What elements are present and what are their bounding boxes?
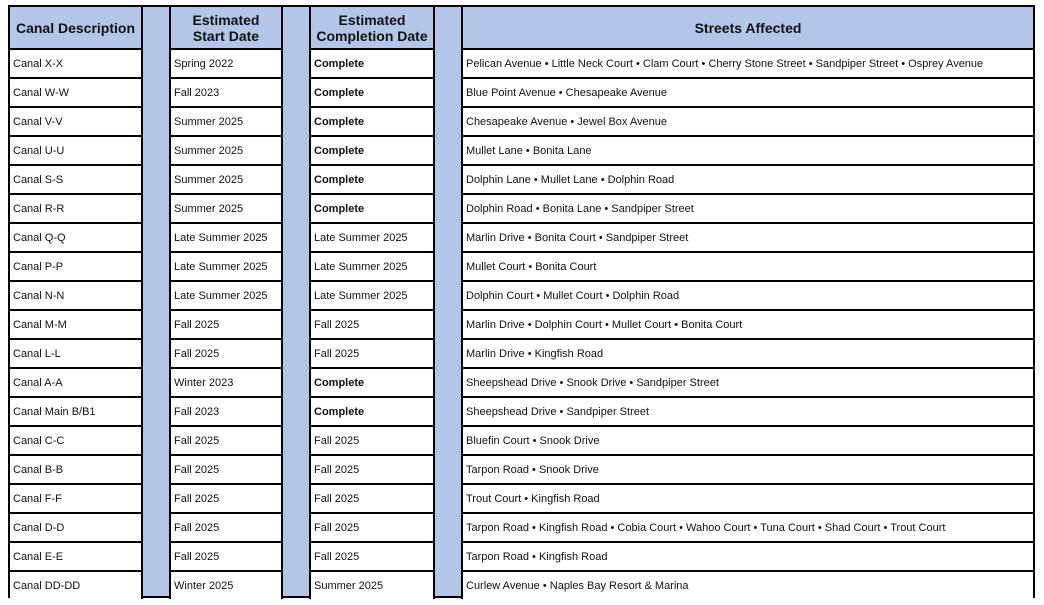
completion-date-cell: Complete [309,367,435,396]
table-row [10,222,1033,251]
start-date-cell: Winter 2023 [169,367,283,396]
table-row [10,106,1033,135]
table-row [10,338,1033,367]
start-date-cell: Fall 2025 [169,425,283,454]
table-row [10,425,1033,454]
completion-date-cell: Fall 2025 [309,454,435,483]
canal-description-cell: Canal N-N [10,280,143,309]
streets-affected-cell: Marlin Drive • Kingfish Road [461,338,1033,367]
start-date-cell: Fall 2025 [169,541,283,570]
canal-description-cell: Canal R-R [10,193,143,222]
completion-date-cell: Fall 2025 [309,483,435,512]
completion-date-cell: Fall 2025 [309,309,435,338]
streets-affected-cell: Mullet Lane • Bonita Lane [461,135,1033,164]
streets-affected-cell: Pelican Avenue • Little Neck Court • Clam Court • Cherry Stone Street • Sandpiper Street • Osprey Avenue [461,48,1033,77]
start-date-cell: Fall 2023 [169,396,283,425]
table-row [10,454,1033,483]
canal-description-cell: Canal V-V [10,106,143,135]
streets-affected-cell: Tarpon Road • Snook Drive [461,454,1033,483]
start-date-cell: Late Summer 2025 [169,280,283,309]
canal-description-cell: Canal S-S [10,164,143,193]
start-date-cell: Fall 2025 [169,512,283,541]
table-row [10,396,1033,425]
streets-affected-cell: Tarpon Road • Kingfish Road [461,541,1033,570]
table-row [10,77,1033,106]
table-row [10,251,1033,280]
start-date-cell: Spring 2022 [169,48,283,77]
streets-affected-cell: Bluefin Court • Snook Drive [461,425,1033,454]
completion-date-cell: Complete [309,193,435,222]
canal-description-cell: Canal Q-Q [10,222,143,251]
streets-affected-cell: Chesapeake Avenue • Jewel Box Avenue [461,106,1033,135]
completion-date-cell: Summer 2025 [309,570,435,599]
completion-date-cell: Complete [309,135,435,164]
canal-description-cell: Canal C-C [10,425,143,454]
completion-date-cell: Fall 2025 [309,338,435,367]
streets-affected-cell: Trout Court • Kingfish Road [461,483,1033,512]
completion-date-cell: Complete [309,48,435,77]
canal-description-cell: Canal L-L [10,338,143,367]
streets-affected-cell: Marlin Drive • Bonita Court • Sandpiper Street [461,222,1033,251]
start-date-cell: Summer 2025 [169,106,283,135]
canal-description-cell: Canal M-M [10,309,143,338]
header-estimated-completion-date: Estimated Completion Date [309,7,435,48]
table-row [10,512,1033,541]
start-date-cell: Fall 2025 [169,483,283,512]
table-row [10,164,1033,193]
table-row [10,367,1033,396]
start-date-cell: Late Summer 2025 [169,222,283,251]
streets-affected-cell: Mullet Court • Bonita Court [461,251,1033,280]
canal-description-cell: Canal P-P [10,251,143,280]
table-row [10,48,1033,77]
table-row [10,483,1033,512]
header-estimated-start-date: Estimated Start Date [169,7,283,48]
header-canal-description: Canal Description [10,7,143,48]
start-date-cell: Late Summer 2025 [169,251,283,280]
streets-affected-cell: Dolphin Court • Mullet Court • Dolphin Road [461,280,1033,309]
canal-description-cell: Canal D-D [10,512,143,541]
start-date-cell: Fall 2023 [169,77,283,106]
table-row [10,193,1033,222]
canal-description-cell: Canal U-U [10,135,143,164]
streets-affected-cell: Sheepshead Drive • Snook Drive • Sandpiper Street [461,367,1033,396]
streets-affected-cell: Sheepshead Drive • Sandpiper Street [461,396,1033,425]
completion-date-cell: Fall 2025 [309,541,435,570]
completion-date-cell: Complete [309,164,435,193]
table-row [10,541,1033,570]
canal-description-cell: Canal DD-DD [10,570,143,599]
canal-description-cell: Canal W-W [10,77,143,106]
streets-affected-cell: Blue Point Avenue • Chesapeake Avenue [461,77,1033,106]
table-row [10,309,1033,338]
completion-date-cell: Fall 2025 [309,425,435,454]
canal-description-cell: Canal F-F [10,483,143,512]
table-row [10,135,1033,164]
header-streets-affected: Streets Affected [461,7,1033,48]
streets-affected-cell: Dolphin Lane • Mullet Lane • Dolphin Road [461,164,1033,193]
streets-affected-cell: Dolphin Road • Bonita Lane • Sandpiper Street [461,193,1033,222]
canal-schedule-table [8,5,1035,598]
streets-affected-cell: Marlin Drive • Dolphin Court • Mullet Court • Bonita Court [461,309,1033,338]
canal-description-cell: Canal B-B [10,454,143,483]
completion-date-cell: Complete [309,106,435,135]
canal-description-cell: Canal Main B/B1 [10,396,143,425]
start-date-cell: Summer 2025 [169,164,283,193]
start-date-cell: Fall 2025 [169,338,283,367]
canal-description-cell: Canal E-E [10,541,143,570]
streets-affected-cell: Curlew Avenue • Naples Bay Resort & Marina [461,570,1033,599]
streets-affected-cell: Tarpon Road • Kingfish Road • Cobia Court • Wahoo Court • Tuna Court • Shad Court • Trout Court [461,512,1033,541]
completion-date-cell: Late Summer 2025 [309,222,435,251]
completion-date-cell: Fall 2025 [309,512,435,541]
start-date-cell: Summer 2025 [169,135,283,164]
canal-description-cell: Canal X-X [10,48,143,77]
completion-date-cell: Late Summer 2025 [309,280,435,309]
table-row [10,280,1033,309]
start-date-cell: Summer 2025 [169,193,283,222]
completion-date-cell: Late Summer 2025 [309,251,435,280]
canal-description-cell: Canal A-A [10,367,143,396]
start-date-cell: Fall 2025 [169,454,283,483]
start-date-cell: Fall 2025 [169,309,283,338]
table-row [10,570,1033,599]
completion-date-cell: Complete [309,77,435,106]
start-date-cell: Winter 2025 [169,570,283,599]
completion-date-cell: Complete [309,396,435,425]
